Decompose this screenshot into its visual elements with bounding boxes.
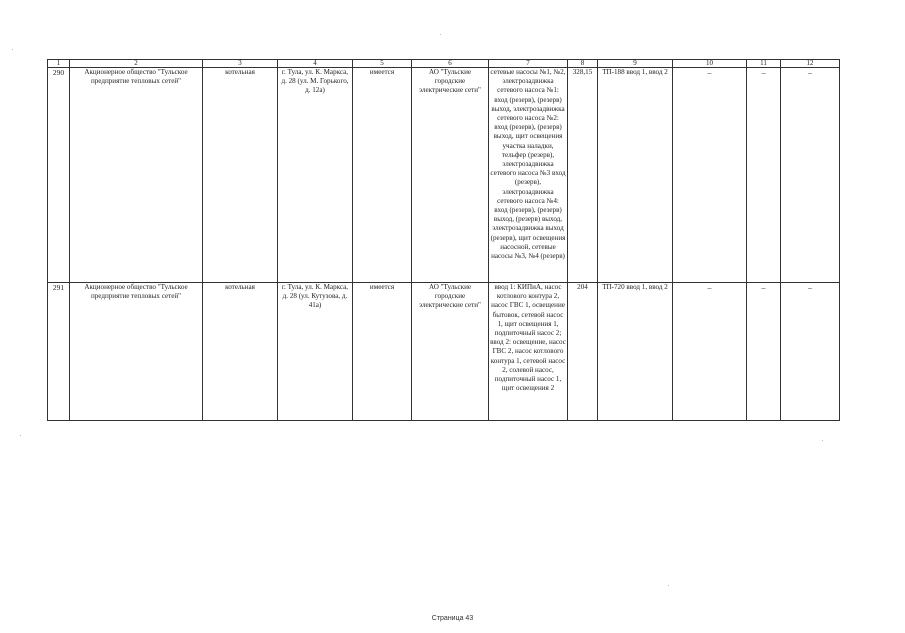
equipment-cell: ввод 1: КИПиА, насос котлового контура 2, насос ГВС 1, освещение бытовок, сетевой насос 1, щит освещения 1, подпиточный насос 2; ввод 2: освещение, насос ГВС 2, насос котлового контура 1, сетевой насос 2, солевой насос, подпиточный насос 1, щит освещения 2 [489, 283, 568, 421]
scan-speck [440, 34, 441, 35]
column-header: 4 [278, 60, 353, 68]
col10-cell: – [673, 283, 747, 421]
row-number: 291 [48, 283, 70, 421]
row-number: 290 [48, 68, 70, 283]
power-cell: 328,15 [568, 68, 598, 283]
power-cell: 204 [568, 283, 598, 421]
status-cell: имеется [353, 283, 412, 421]
col11-cell: – [747, 283, 781, 421]
feed-cell: ТП-720 ввод 1, ввод 2 [598, 283, 673, 421]
column-header: 6 [412, 60, 489, 68]
scan-speck [12, 49, 13, 50]
col10-cell: – [673, 68, 747, 283]
column-header: 9 [598, 60, 673, 68]
column-header: 12 [781, 60, 840, 68]
owner-cell: Акционерное общество "Тульское предприятие тепловых сетей" [70, 68, 203, 283]
column-header: 11 [747, 60, 781, 68]
column-header: 5 [353, 60, 412, 68]
address-cell: г. Тула, ул. К. Маркса, д. 28 (ул. Кутузова, д. 41а) [278, 283, 353, 421]
scan-speck [822, 440, 823, 441]
scan-speck [668, 585, 669, 586]
register-table [47, 59, 840, 421]
equipment-cell: сетевые насосы №1, №2, электрозадвижка сетевого насоса №1: вход (резерв), (резерв) выход, электрозадвижка сетевого насоса №2: вход (резерв), (резерв) выход, щит освещения участка наладки, тельфер (резерв), электрозадвижка сетевого насоса №3 вход (резерв), электрозадвижка сетевого насоса №4: вход (резерв), (резерв) выход, (резерв) выход, электрозадвижка выход (резерв), щит освещения насосной, сетевые насосы №3, №4 (резерв) [489, 68, 568, 283]
column-header: 1 [48, 60, 70, 68]
column-header: 8 [568, 60, 598, 68]
supplier-cell: АО "Тульские городские электрические сети" [412, 68, 489, 283]
object-type-cell: котельная [203, 68, 278, 283]
page-number: Страница 43 [431, 615, 474, 622]
feed-cell: ТП-188 ввод 1, ввод 2 [598, 68, 673, 283]
column-header: 7 [489, 60, 568, 68]
address-cell: г. Тула, ул. К. Маркса, д. 28 (ул. М. Горького, д. 12а) [278, 68, 353, 283]
col11-cell: – [747, 68, 781, 283]
object-type-cell: котельная [203, 283, 278, 421]
col12-cell: – [781, 283, 840, 421]
table-row [48, 283, 840, 421]
status-cell: имеется [353, 68, 412, 283]
owner-cell: Акционерное общество "Тульское предприятие тепловых сетей" [70, 283, 203, 421]
supplier-cell: АО "Тульские городские электрические сети" [412, 283, 489, 421]
table-row [48, 68, 840, 283]
col12-cell: – [781, 68, 840, 283]
scan-speck [20, 435, 21, 436]
column-header: 3 [203, 60, 278, 68]
column-header: 2 [70, 60, 203, 68]
column-header: 10 [673, 60, 747, 68]
header-row [48, 60, 840, 68]
